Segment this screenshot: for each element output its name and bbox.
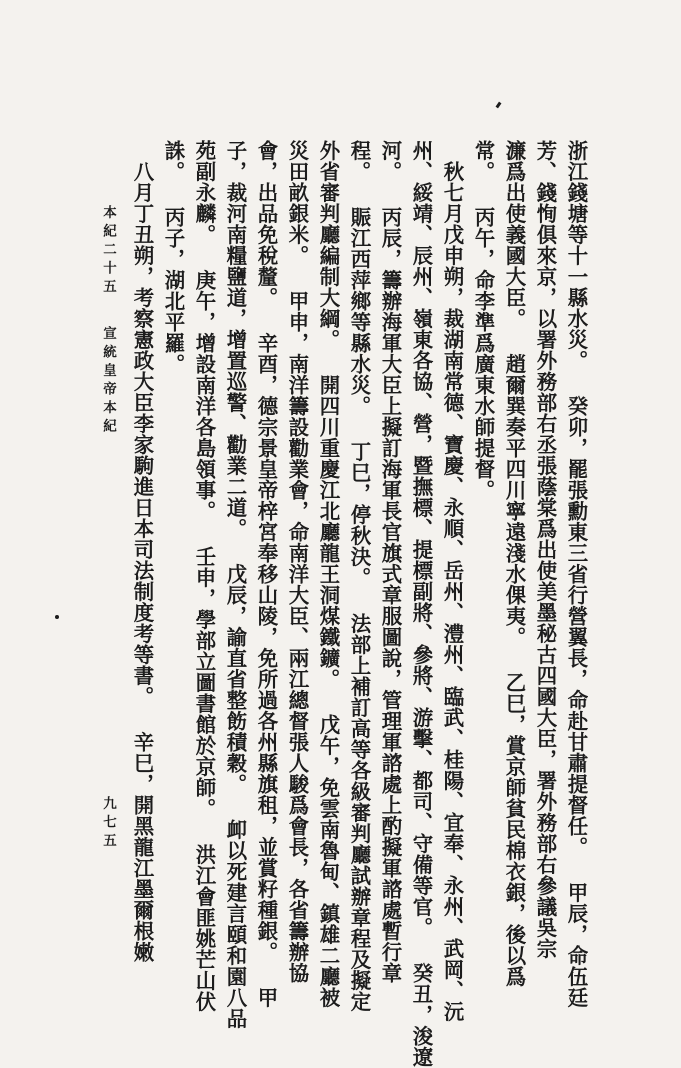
text-column-7: 河。 丙辰，籌辦海軍大臣上擬訂海軍長官旗式章服圖說，管理軍諮處上酌擬軍諮處暫行章 bbox=[378, 140, 403, 984]
text-column-12: 子，裁河南糧鹽道，增置巡警、勸業二道。 戊辰，諭直省整飭積穀。 卹以死建言頤和園八品 bbox=[223, 140, 248, 1030]
text-column-14: 誅。 丙子，湖北平羅。 bbox=[161, 140, 186, 375]
text-column-8: 程。 賑江西萍鄉等縣水災。 丁巳，停秋決。 法部上補訂高等各級審判廳試辦章程及擬定 bbox=[347, 140, 372, 1012]
text-column-3: 濂爲出使義國大臣。 趙爾巽奏平四川寧遠淺水倮夷。 乙巳，賞京師貧民棉衣銀，後以爲 bbox=[502, 140, 527, 988]
print-speck bbox=[496, 102, 502, 109]
text-column-2: 芳、錢恂俱來京，以署外務部右丞張蔭棠爲出使美墨秘古四國大臣，署外務部右參議吳宗 bbox=[533, 140, 558, 959]
text-column-13: 苑副永麟。 庚午，增設南洋各島領事。 壬申，學部立圖書館於京師。 洪江會匪姚芒山伏 bbox=[192, 140, 217, 1012]
text-column-5: 秋七月戊申朔，裁湖南常德、寶慶、永順、岳州、澧州、臨武、桂陽、宜奉、永州、武岡、沅 bbox=[440, 140, 465, 1022]
text-column-10: 災田畝銀米。 甲申，南洋籌設勸業會，命南洋大臣、兩江總督張人駿爲會長，各省籌辦協 bbox=[285, 140, 310, 984]
page-number: 九七五 bbox=[100, 796, 116, 852]
text-column-6: 州、綏靖、辰州、嶺東各協、營，暨撫標、提標副將、參將、游擊、都司、守備等官。 癸丑，浚遼 bbox=[409, 140, 434, 1068]
text-column-9: 外省審判廳編制大綱。 開四川重慶江北廳龍王洞煤鐵鑛。 戊午，免雲南魯甸、鎮雄二廳被 bbox=[316, 140, 341, 1009]
text-column-15: 八月丁丑朔，考察憲政大臣李家駒進日本司法制度考等書。 辛巳，開黑龍江墨爾根嫩 bbox=[130, 140, 155, 963]
print-dot bbox=[55, 615, 59, 619]
text-column-4: 常。 丙午，命李準爲廣東水師提督。 bbox=[471, 140, 496, 501]
running-head-title: 宣統皇帝本紀 bbox=[100, 326, 116, 437]
running-head-section: 本紀二十五 bbox=[100, 205, 116, 298]
text-column-1: 浙江錢塘等十一縣水災。 癸卯，罷張勳東三省行營翼長，命赴甘肅提督任。 甲辰，命伍廷 bbox=[564, 140, 589, 1009]
text-column-11: 會，出品免稅釐。 辛酉，德宗景皇帝梓宮奉移山陵，免所過各州縣旗租，並賞籽種銀。 甲 bbox=[254, 140, 279, 1009]
